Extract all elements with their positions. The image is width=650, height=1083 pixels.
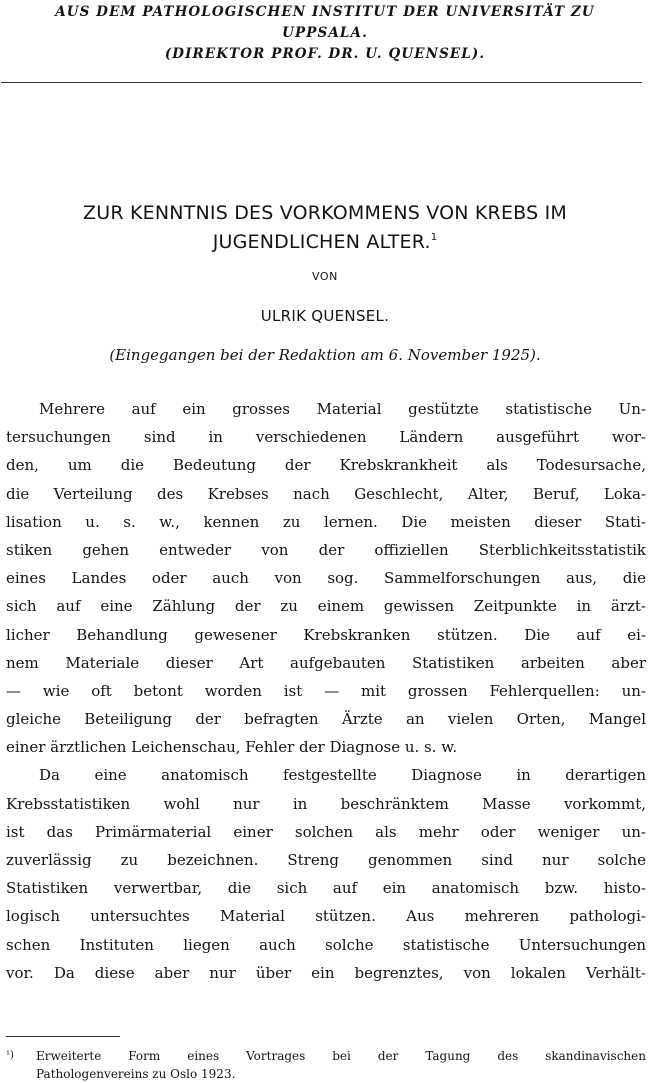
footnote-mark: ¹)	[6, 1050, 14, 1061]
body-line: Statistiken verwertbar, die sich auf ein anatomisch bzw. histo-	[6, 879, 646, 898]
body-line: logisch untersuchtes Material stützen. Aus mehreren pathologi-	[6, 907, 646, 926]
title-line-1: ZUR KENNTNIS DES VORKOMMENS VON KREBS IM	[83, 202, 567, 224]
body-line: eines Landes oder auch von sog. Sammelforschungen aus, die	[6, 569, 646, 588]
body-line: die Verteilung des Krebses nach Geschlecht, Alter, Beruf, Loka-	[6, 484, 646, 503]
header-line-1: AUS DEM PATHOLOGISCHEN INSTITUT DER UNIVERSITÄT ZU	[55, 4, 595, 20]
article-body	[6, 395, 646, 987]
title-line-2-text: JUGENDLICHEN ALTER.	[212, 231, 431, 253]
body-line: schen Instituten liegen auch solche statistische Untersuchungen	[6, 935, 646, 954]
header-divider	[1, 82, 642, 83]
paragraph-2	[6, 761, 646, 987]
institute-header	[0, 2, 650, 65]
body-line: lisation u. s. w., kennen zu lernen. Die meisten dieser Stati-	[6, 512, 646, 531]
body-line: licher Behandlung gewesener Krebskranken stützen. Die auf ei-	[6, 625, 646, 644]
received-date: (Eingegangen bei der Redaktion am 6. November 1925).	[109, 346, 541, 364]
body-line: nem Materiale dieser Art aufgebauten Statistiken arbeiten aber	[6, 653, 646, 672]
body-line: vor. Da diese aber nur über ein begrenztes, von lokalen Verhält-	[6, 963, 646, 982]
header-line-2: UPPSALA.	[282, 25, 368, 41]
body-line: tersuchungen sind in verschiedenen Ländern ausgeführt wor-	[6, 428, 646, 447]
body-line: gleiche Beteiligung der befragten Ärzte an vielen Orten, Mangel	[6, 710, 646, 729]
footnote-divider	[6, 1036, 120, 1037]
article-title	[0, 199, 650, 257]
body-line: den, um die Bedeutung der Krebskrankheit als Todesursache,	[6, 456, 646, 475]
body-line: ist das Primärmaterial einer solchen als mehr oder weniger un-	[6, 822, 646, 841]
title-line-2	[0, 228, 650, 257]
body-line: — wie oft betont worden ist — mit grossen Fehlerquellen: un-	[6, 681, 646, 700]
footnote-line-2: Pathologenvereins zu Oslo 1923.	[36, 1067, 236, 1081]
title-footnote-ref[interactable]: 1	[430, 232, 438, 243]
body-line: Mehrere auf ein grosses Material gestützte statistische Un-	[39, 400, 646, 418]
footnote-line-1: Erweiterte Form eines Vortrages bei der Tagung des skandinavischen	[36, 1049, 646, 1063]
body-line: Da eine anatomisch festgestellte Diagnose in derartigen	[39, 766, 646, 785]
footnote	[6, 1047, 646, 1083]
body-line: Krebsstatistiken wohl nur in beschränktem Masse vorkommt,	[6, 794, 646, 813]
body-line: sich auf eine Zählung der zu einem gewissen Zeitpunkte in ärzt-	[6, 597, 646, 616]
paragraph-1	[6, 395, 646, 761]
byline-von: VON	[311, 270, 339, 283]
body-line: stiken gehen entweder von der offiziellen Sterblichkeitsstatistik	[6, 540, 646, 559]
author-name: ULRIK QUENSEL.	[260, 307, 390, 325]
body-line: zuverlässig zu bezeichnen. Streng genommen sind nur solche	[6, 851, 646, 869]
body-line: einer ärztlichen Leichenschau, Fehler der Diagnose u. s. w.	[6, 738, 458, 757]
header-line-3: (DIREKTOR PROF. DR. U. QUENSEL).	[164, 46, 486, 62]
